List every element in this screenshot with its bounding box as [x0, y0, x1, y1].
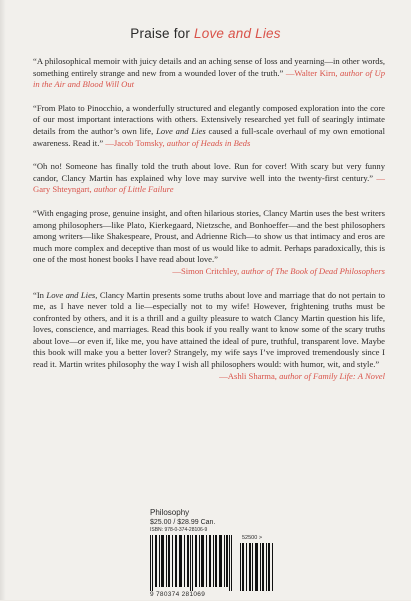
blurb-3: [33, 161, 385, 196]
praise-prefix: Praise for: [130, 26, 195, 41]
blurb-list: [33, 56, 385, 394]
blurb-1: [33, 56, 385, 91]
barcode-block: [150, 508, 275, 601]
barcode: [150, 535, 275, 601]
price-label: $25.00 / $28.99 Can.: [150, 519, 216, 526]
blurb-book-title: Love and Lies: [156, 125, 206, 136]
blurb-2: [33, 103, 385, 149]
blurb-attribution: —Walter Kirn, author of Up in the Air and Blood Will Out: [33, 67, 386, 90]
blurb-text: “Oh no! Someone has finally told the truth about love. Run for cover! With scary but very funny candor, Clancy Martin has explained why love may survive well into the twenty-first century.”: [33, 161, 385, 183]
isbn-digits: 9 780374 281069: [150, 591, 206, 598]
blurb-5: [33, 290, 385, 383]
blurb-book-title: Love and Lies: [46, 289, 96, 300]
blurb-text: “In: [33, 289, 47, 300]
blurb-text: “With engaging prose, genuine insight, and often hilarious stories, Clancy Martin uses the best writers among philosophers—like Plato, Kierkegaard, Nietzsche, and Bonhoeffer—and the best philosophers among writers—like Shakespeare, Proust, and Adrienne Rich—to show us that intimacy and eros are much more complex and deceptive than most of us would like to admit. Perhaps paradoxically, this is one of the most honest books I have read about love.”: [33, 207, 385, 265]
blurb-text: “From Plato to Pinocchio, a wonderfully structured and elegantly composed exploration into the core of our most important interactions with others. Extensively researched yet full of searingly intimate details from the author’s own life,: [33, 102, 385, 136]
blurb-text: caused a full-scale overhaul of my own emotional awareness. Read it.”: [33, 125, 385, 148]
blurb-attribution: —Gary Shteyngart, author of Little Failure: [33, 172, 385, 195]
isbn-label: ISBN: 978-0-374-28106-9: [150, 527, 208, 533]
price-addon-barcode-icon: [240, 543, 274, 591]
praise-heading: [0, 26, 411, 41]
blurb-attribution: —Simon Critchley, author of The Book of Dead Philosophers: [172, 265, 385, 276]
blurb-text: , Clancy Martin presents some truths about love and marriage that do not pertain to me, as I have never told a lie—especially not to my wife! However, frightening truths must be confronted by others, and it is a thrill and a guilty pleasure to watch Clancy Martin question his life, loves, conscience, and marriages. Read this book if you really want to know some of the scary truths about love—or even if, like me, you have attained the ideal of pure, truthful, transparent love. Maybe this book will make you a better lover? Strangely, my wife says I’ve improved tremendously since I read it. Martin writes philosophy the way I wish all philosophers would: with humor, wit, and style.”: [33, 289, 386, 370]
blurb-4: [33, 208, 385, 278]
ean-barcode-icon: [150, 535, 232, 591]
blurb-text: “A philosophical memoir with juicy details and an aching sense of loss and yearning—in other words, something entirely strange and new from a wounded lover of the truth.”: [33, 56, 385, 78]
blurb-attribution: —Ashli Sharma, author of Family Life: A Novel: [219, 370, 385, 381]
book-title: Love and Lies: [194, 26, 281, 41]
blurb-attribution: —Jacob Tomsky, author of Heads in Beds: [105, 137, 251, 148]
spine-shadow: [0, 0, 6, 600]
addon-digits: 52500 >: [242, 535, 263, 541]
category-label: Philosophy: [150, 508, 190, 517]
